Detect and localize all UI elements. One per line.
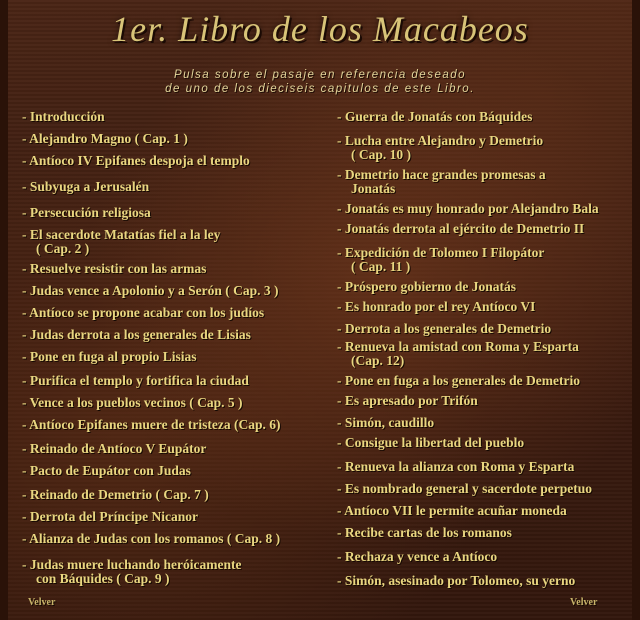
passage-label: - Es nombrado general y sacerdote perpetuo: [337, 481, 592, 496]
passage-label: - Antíoco VII le permite acuñar moneda: [337, 503, 567, 518]
passage-link[interactable]: [337, 526, 637, 540]
passage-label: - Renueva la amistad con Roma y Esparta: [337, 339, 579, 354]
passage-link[interactable]: [22, 350, 327, 364]
passage-label: - Lucha entre Alejandro y Demetrio: [337, 133, 544, 148]
passage-link[interactable]: [22, 532, 327, 546]
passage-label: - Jonatás es muy honrado por Alejandro Bala: [337, 201, 599, 216]
instructions-line-1: Pulsa sobre el pasaje en referencia deseado: [173, 69, 467, 81]
passage-label-continuation: ( Cap. 2 ): [36, 241, 90, 256]
passage-label: - Renueva la alianza con Roma y Esparta: [337, 459, 575, 474]
passage-link[interactable]: [337, 416, 637, 430]
passage-label: - Antíoco se propone acabar con los judíos: [22, 305, 265, 320]
passage-link[interactable]: [22, 206, 327, 220]
passage-link[interactable]: [337, 280, 637, 294]
passage-link[interactable]: [22, 132, 327, 146]
passage-link[interactable]: [22, 262, 327, 276]
instructions-text: [0, 68, 640, 96]
passage-label: - Demetrio hace grandes promesas a: [337, 167, 546, 182]
passage-link[interactable]: [337, 394, 637, 408]
passage-label-continuation: (Cap. 12): [351, 353, 405, 368]
passage-label: - Guerra de Jonatás con Báquides: [337, 109, 533, 124]
passage-label: - Jonatás derrota al ejército de Demetrio II: [337, 221, 585, 236]
passage-label: - Pone en fuga a los generales de Demetrio: [337, 373, 580, 388]
passage-link[interactable]: [337, 246, 637, 274]
passage-label: - Resuelve resistir con las armas: [22, 261, 207, 276]
passage-link[interactable]: [22, 374, 327, 388]
passage-label: - Es apresado por Trifón: [337, 393, 478, 408]
passage-label: - Introducción: [22, 109, 105, 124]
passage-label: - Rechaza y vence a Antíoco: [337, 549, 498, 564]
passage-label-continuation: ( Cap. 10 ): [351, 147, 411, 162]
passage-label: - Judas vence a Apolonio y a Serón ( Cap. 3 ): [22, 283, 279, 298]
passage-link[interactable]: [337, 504, 637, 518]
passage-label: - Alianza de Judas con los romanos ( Cap. 8 ): [22, 531, 281, 546]
passage-label: - Antíoco Epifanes muere de tristeza (Cap. 6): [22, 417, 281, 432]
passage-link[interactable]: [337, 436, 637, 450]
passage-link[interactable]: [22, 180, 327, 194]
passage-link[interactable]: [337, 300, 637, 314]
passage-label: - Simón, asesinado por Tolomeo, su yerno: [337, 573, 576, 588]
passage-label: - Simón, caudillo: [337, 415, 435, 430]
passage-link[interactable]: [22, 396, 327, 410]
passage-label: - Reinado de Demetrio ( Cap. 7 ): [22, 487, 209, 502]
passage-label: - Próspero gobierno de Jonatás: [337, 279, 516, 294]
passage-label: - Persecución religiosa: [22, 205, 151, 220]
page-title: 1er. Libro de los Macabeos: [111, 9, 529, 49]
passage-label-continuation: con Báquides ( Cap. 9 ): [36, 571, 170, 586]
passage-link[interactable]: [337, 202, 637, 216]
passage-link[interactable]: [337, 110, 637, 124]
passage-link[interactable]: [22, 110, 327, 124]
passage-link[interactable]: [22, 228, 327, 256]
passage-link[interactable]: [22, 488, 327, 502]
passage-label: - Antíoco IV Epifanes despoja el templo: [22, 153, 250, 168]
passage-link[interactable]: [22, 418, 327, 432]
instructions-line-2: de uno de los dieciseis capitulos de este Libro.: [165, 83, 475, 95]
passage-label-continuation: ( Cap. 11 ): [351, 259, 411, 274]
passage-link[interactable]: [337, 340, 637, 368]
passage-label: - El sacerdote Matatías fiel a la ley: [22, 227, 221, 242]
passage-link[interactable]: [22, 510, 327, 524]
passage-label-continuation: Jonatás: [351, 181, 396, 196]
passage-link[interactable]: [337, 482, 637, 496]
passage-label: - Pacto de Eupátor con Judas: [22, 463, 191, 478]
signature-right: Velver: [570, 597, 598, 608]
passage-label: - Pone en fuga al propio Lisias: [22, 349, 197, 364]
passage-link[interactable]: [22, 306, 327, 320]
passage-link[interactable]: [337, 168, 637, 196]
passage-label: - Judas derrota a los generales de Lisias: [22, 327, 251, 342]
passage-link[interactable]: [22, 464, 327, 478]
passage-link[interactable]: [337, 322, 637, 336]
passage-link[interactable]: [22, 442, 327, 456]
passage-link[interactable]: [337, 374, 637, 388]
passage-link[interactable]: [22, 328, 327, 342]
passage-link[interactable]: [22, 558, 327, 586]
passage-link[interactable]: [337, 460, 637, 474]
passage-label: - Alejandro Magno ( Cap. 1 ): [22, 131, 188, 146]
passage-link[interactable]: [22, 284, 327, 298]
passage-label: - Es honrado por el rey Antíoco VI: [337, 299, 536, 314]
passage-label: - Recibe cartas de los romanos: [337, 525, 512, 540]
passage-label: - Derrota a los generales de Demetrio: [337, 321, 552, 336]
passage-label: - Purifica el templo y fortifica la ciudad: [22, 373, 249, 388]
passage-link[interactable]: [337, 134, 637, 162]
passage-link[interactable]: [337, 222, 637, 236]
passage-label: - Vence a los pueblos vecinos ( Cap. 5 ): [22, 395, 243, 410]
signature-left: Velver: [28, 597, 56, 608]
passage-link[interactable]: [22, 154, 327, 168]
passage-label: - Consigue la libertad del pueblo: [337, 435, 525, 450]
passage-label: - Expedición de Tolomeo I Filopátor: [337, 245, 545, 260]
passage-label: - Judas muere luchando heróicamente: [22, 557, 242, 572]
passage-label: - Derrota del Príncipe Nicanor: [22, 509, 198, 524]
passage-label: - Subyuga a Jerusalén: [22, 179, 150, 194]
passage-label: - Reinado de Antíoco V Eupátor: [22, 441, 207, 456]
passage-link[interactable]: [337, 574, 637, 588]
passage-link[interactable]: [337, 550, 637, 564]
